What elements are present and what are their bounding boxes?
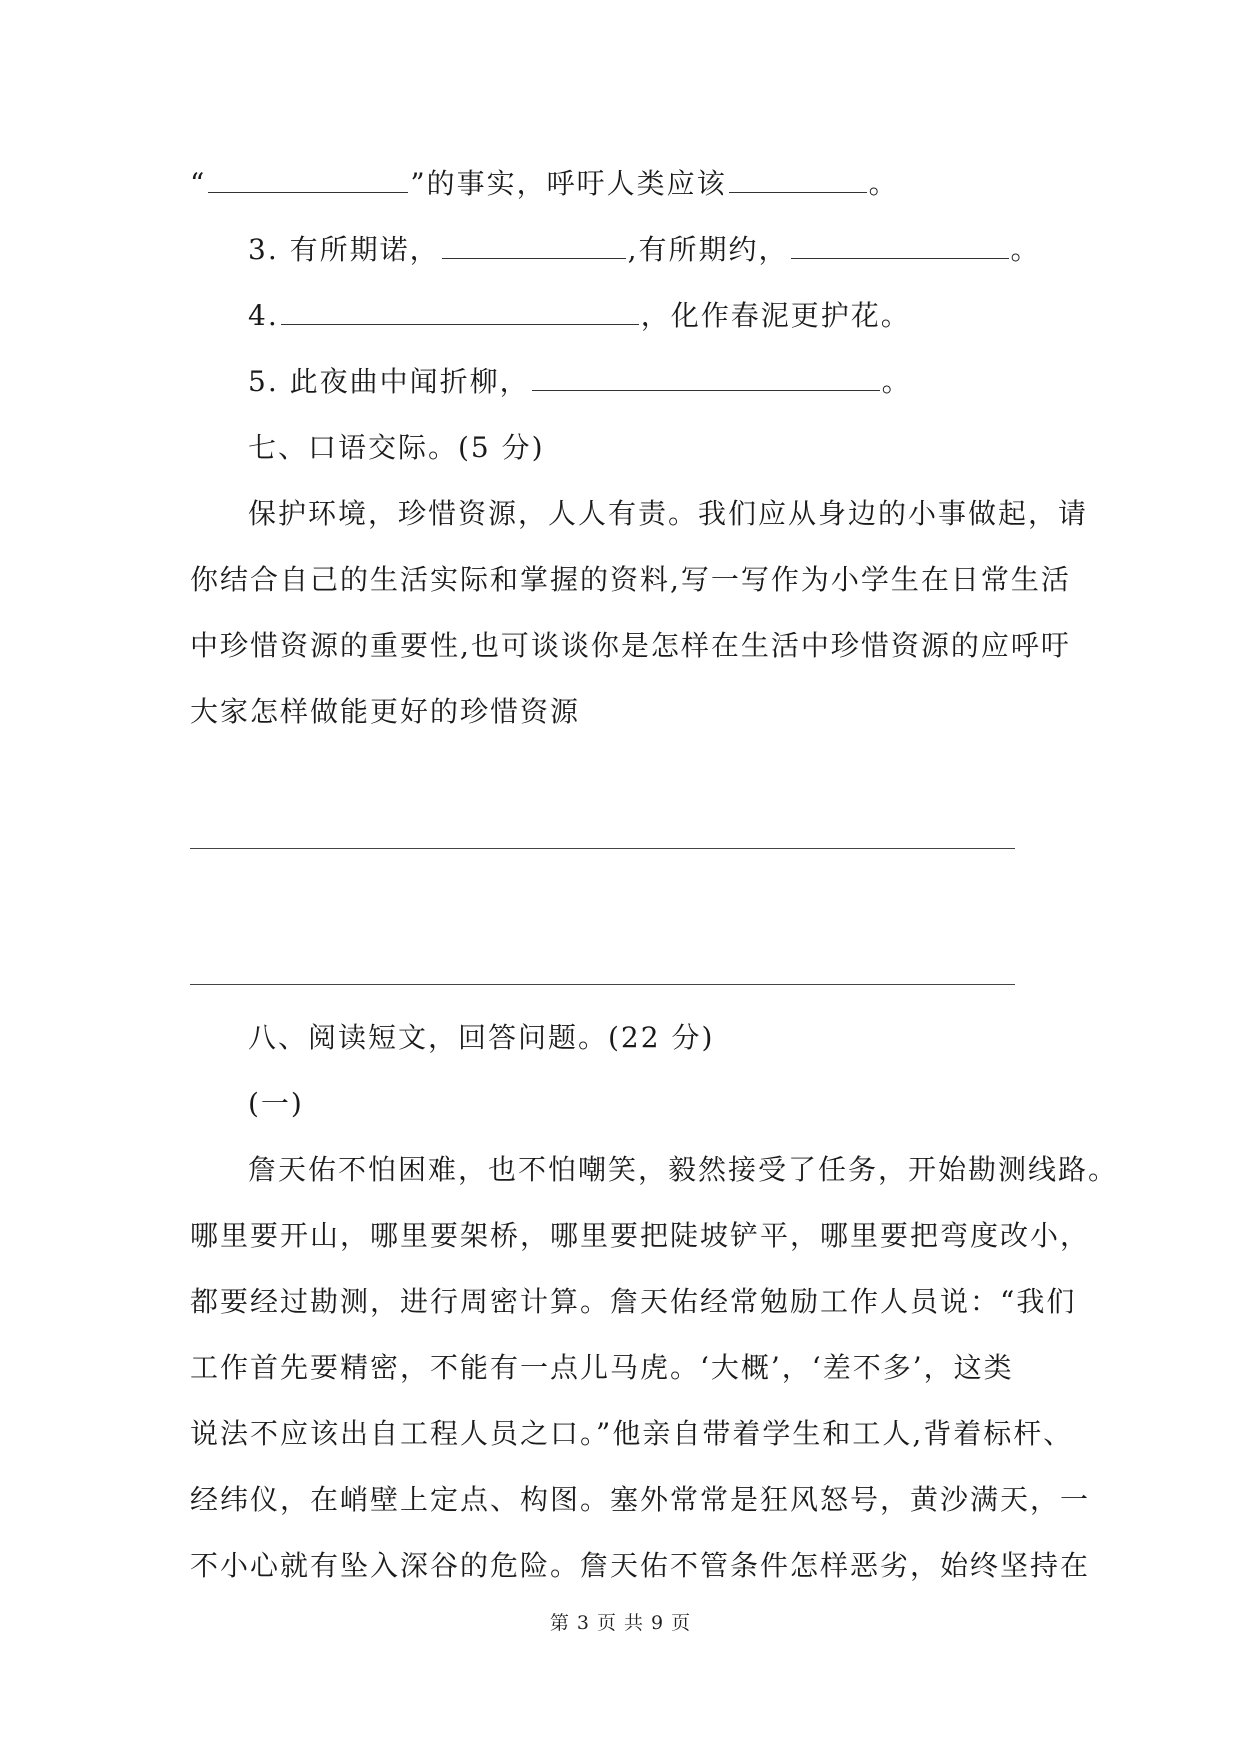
answer-line[interactable] xyxy=(190,848,1015,849)
q6-line-2 xyxy=(190,166,899,202)
q6-item-3-mid: ,有所期约， xyxy=(627,233,789,266)
period: 。 xyxy=(881,365,912,398)
q6-item-4 xyxy=(248,298,911,334)
section-7-para-line: 大家怎样做能更好的珍惜资源 xyxy=(190,695,581,728)
section-7-para-line: 中珍惜资源的重要性,也可谈谈你是怎样在生活中珍惜资源的应呼吁 xyxy=(190,629,1071,662)
answer-blank[interactable] xyxy=(281,304,639,325)
q6-item-4-prefix: 4. xyxy=(248,299,279,332)
section-8-subheading: (一) xyxy=(248,1087,304,1120)
passage-line: 不小心就有坠入深谷的危险。詹天佑不管条件怎样恶劣，始终坚持在 xyxy=(190,1549,1091,1582)
q6-item-3 xyxy=(248,232,1041,268)
passage-line: 都要经过勘测，进行周密计算。詹天佑经常勉励工作人员说：“我们 xyxy=(190,1285,1077,1318)
passage-line: 说法不应该出自工程人员之口。”他亲自带着学生和工人,背着标杆、 xyxy=(190,1417,1074,1450)
section-7-para-line: 你结合自己的生活实际和掌握的资料,写一写作为小学生在日常生活 xyxy=(190,563,1071,596)
passage-line: 詹天佑不怕困难，也不怕嘲笑，毅然接受了任务，开始勘测线路。 xyxy=(248,1153,1119,1186)
passage-line: 经纬仪，在峭壁上定点、构图。塞外常常是狂风怒号，黄沙满天，一 xyxy=(190,1483,1091,1516)
open-quote: “ xyxy=(190,167,207,200)
answer-blank[interactable] xyxy=(442,238,626,259)
q6-line-2-text: ”的事实，呼吁人类应该 xyxy=(410,167,727,200)
answer-blank[interactable] xyxy=(208,172,408,193)
q6-item-4-text: ，化作春泥更护花。 xyxy=(640,299,911,332)
q6-item-5-prefix: 5. 此夜曲中闻折柳， xyxy=(248,365,530,398)
answer-blank[interactable] xyxy=(791,238,1009,259)
answer-blank[interactable] xyxy=(532,370,880,391)
section-8-heading: 八、阅读短文，回答问题。(22 分) xyxy=(248,1021,715,1054)
passage-line: 工作首先要精密，不能有一点儿马虎。‘大概’，‘差不多’，这类 xyxy=(190,1351,1014,1384)
page-number-footer: 第 3 页 共 9 页 xyxy=(549,1612,692,1634)
q6-item-5 xyxy=(248,364,912,400)
answer-line[interactable] xyxy=(190,984,1015,985)
section-7-para-line: 保护环境，珍惜资源，人人有责。我们应从身边的小事做起，请 xyxy=(248,497,1089,530)
period: 。 xyxy=(1010,233,1041,266)
q6-item-3-prefix: 3. 有所期诺， xyxy=(248,233,440,266)
period: 。 xyxy=(868,167,899,200)
passage-line: 哪里要开山，哪里要架桥，哪里要把陡坡铲平，哪里要把弯度改小， xyxy=(190,1219,1091,1252)
section-7-heading: 七、口语交际。(5 分) xyxy=(248,431,545,464)
answer-blank[interactable] xyxy=(729,172,867,193)
